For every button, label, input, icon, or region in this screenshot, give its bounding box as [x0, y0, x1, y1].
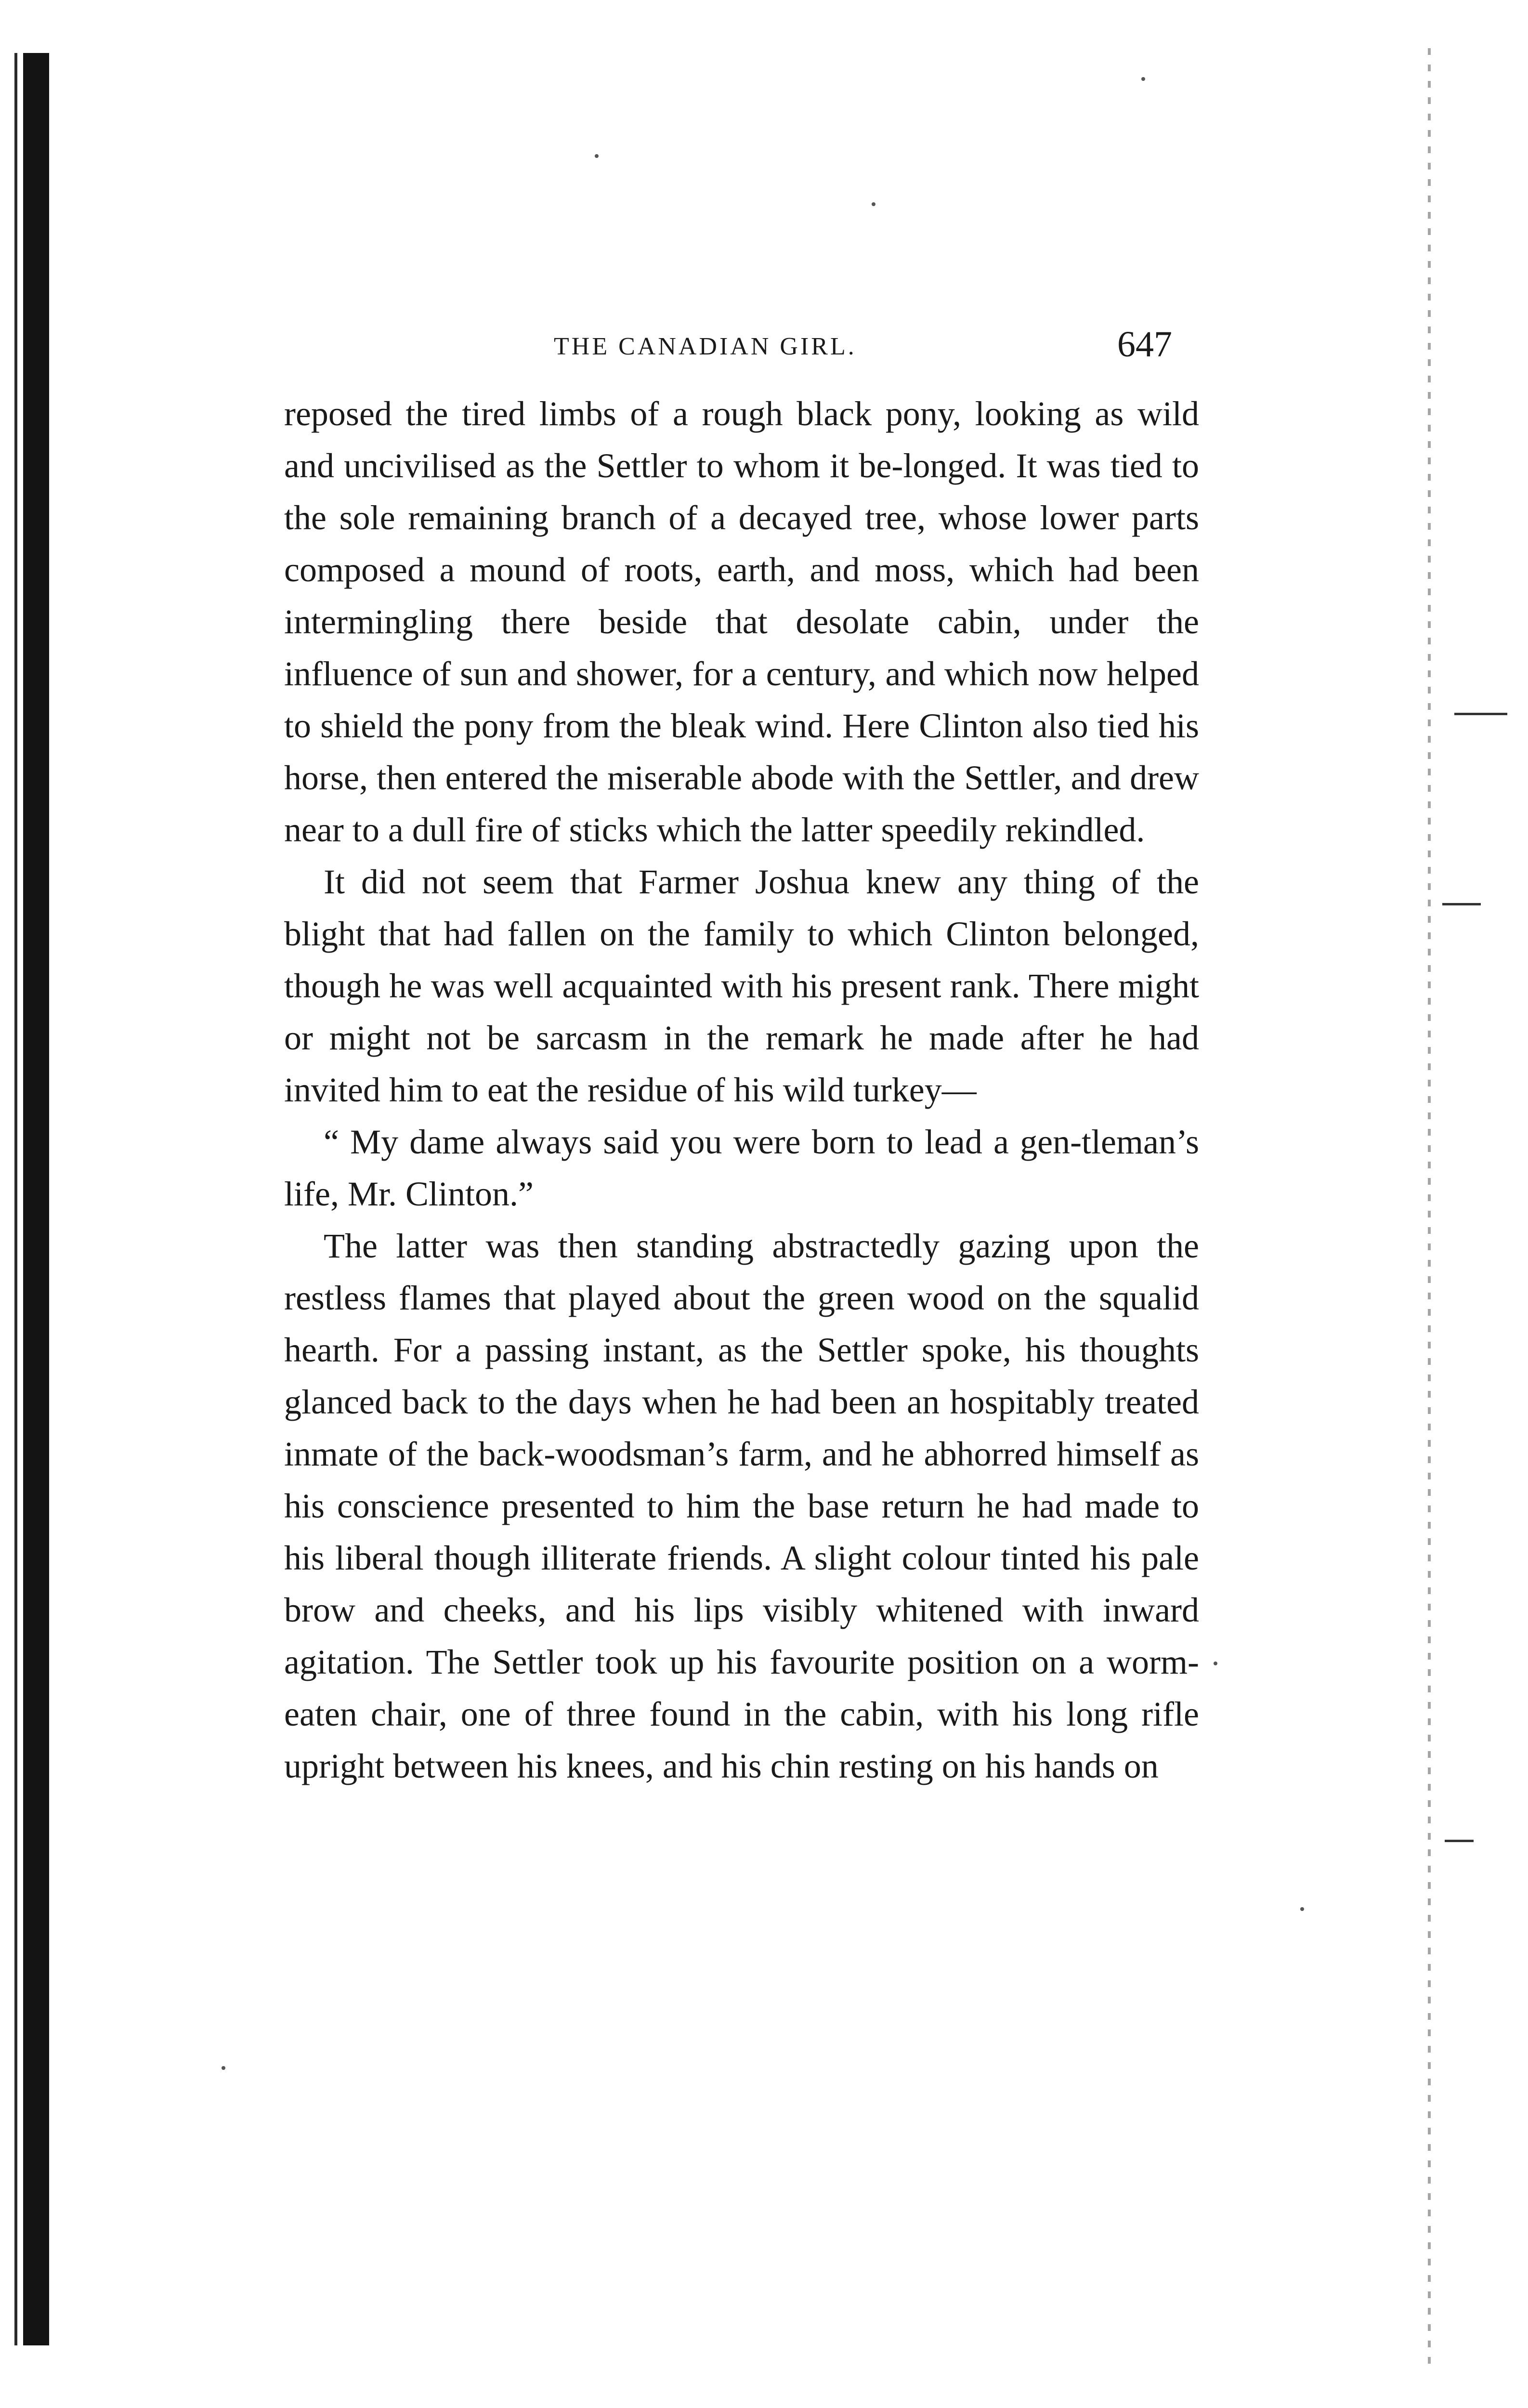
paper-speck [1141, 77, 1145, 81]
edge-tick [1454, 713, 1507, 715]
edge-tick [1445, 1840, 1474, 1842]
paper-speck [222, 2066, 225, 2070]
paper-speck [1300, 1907, 1304, 1911]
paragraph: The latter was then standing abstractedly gazing upon the restless flames that played about the green wood on the squalid hearth. For a passing instant, as the Settler spoke, his thoughts glanced back to the days when he had been an hospitably treated inmate of the back-woodsman’s farm, and he abhorred himself as his conscience presented to him the base return he had made to his liberal though illiterate friends. A slight colour tinted his pale brow and cheeks, and his lips visibly whitened with inward agitation. The Settler took up his favourite position on a worm-eaten chair, one of three found in the cabin, with his long rifle upright between his knees, and his chin resting on his hands on [284, 1227, 1199, 1785]
edge-tick [1442, 903, 1481, 905]
binding-shadow-line [14, 53, 17, 2345]
paper-speck [595, 154, 599, 158]
paragraph: reposed the tired limbs of a rough black pony, looking as wild and uncivilised as the Settler to whom it be-longed. It was tied to the sole remaining branch of a decayed tree, whose lower parts composed a mound of roots, earth, and moss, which had been intermingling there beside that desolate cabin, under the influence of sun and shower, for a century, and which now helped to shield the pony from the bleak wind. Here Clinton also tied his horse, then entered the miserable abode with the Settler, and drew near to a dull fire of sticks which the latter speedily rekindled. [284, 394, 1199, 849]
paragraph: “ My dame always said you were born to lead a gen-tleman’s life, Mr. Clinton.” [284, 1123, 1199, 1213]
page-number: 647 [1117, 324, 1172, 365]
paper-speck [872, 202, 875, 206]
paper-speck [1214, 1662, 1217, 1665]
running-head: THE CANADIAN GIRL. [554, 333, 857, 360]
paragraph: It did not seem that Farmer Joshua knew any thing of the blight that had fallen on the family to which Clinton belonged, though he was well acquainted with his present rank. There might or might not be sarcasm in the remark he made after he had invited him to eat the residue of his wild turkey— [284, 863, 1199, 1109]
binding-gutter [23, 53, 49, 2345]
body-text [284, 388, 1199, 1792]
page-edge-marks [1428, 48, 1431, 2369]
